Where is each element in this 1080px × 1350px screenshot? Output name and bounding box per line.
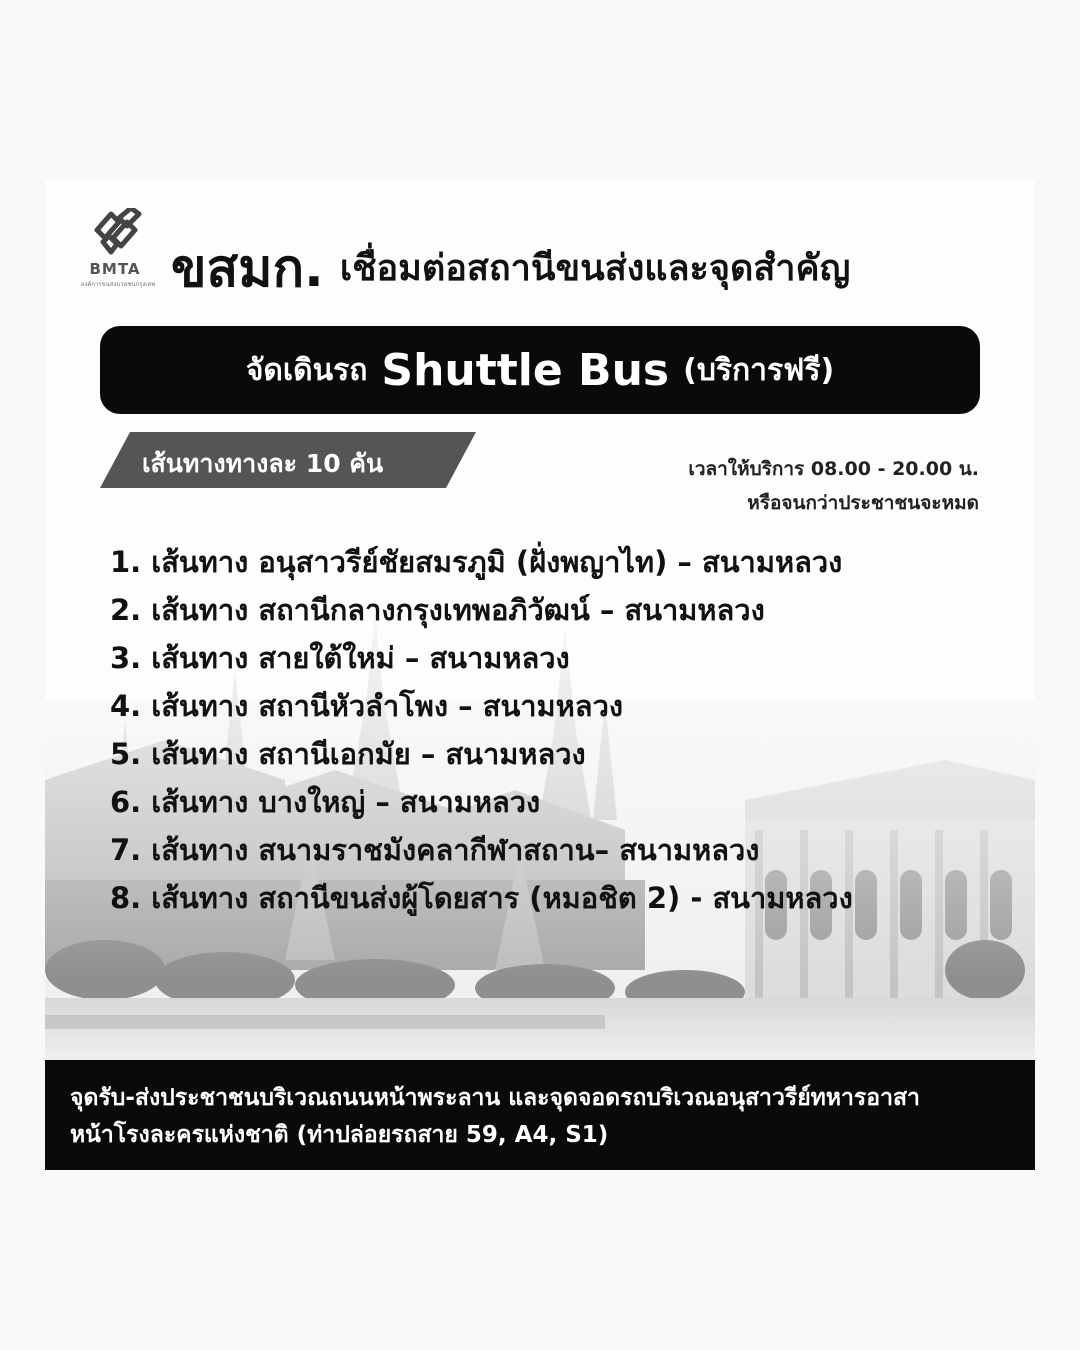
- headline: [171, 226, 850, 309]
- header-row: [75, 206, 1005, 299]
- route-item: 8. เส้นทาง สถานีขนส่งผู้โดยสาร (หมอชิต 2) - สนามหลวง: [110, 881, 853, 915]
- banner-main-title: Shuttle Bus: [381, 344, 670, 396]
- bmta-logo: [75, 206, 175, 291]
- route-item: 5. เส้นทาง สถานีเอกมัย – สนามหลวง: [110, 737, 586, 771]
- route-item: 6. เส้นทาง บางใหญ่ – สนามหลวง: [110, 785, 541, 819]
- route-count-tag: [100, 432, 476, 488]
- logo-text: BMTA: [89, 260, 141, 278]
- pickup-info-footer: [45, 1060, 1035, 1170]
- shuttle-bus-banner: [100, 326, 980, 414]
- poster-card: [45, 180, 1035, 1170]
- banner-prefix: จัดเดินรถ: [245, 352, 368, 388]
- route-count-text: เส้นทางทางละ 10 คัน: [142, 449, 384, 478]
- route-item: 4. เส้นทาง สถานีหัวลำโพง – สนามหลวง: [110, 689, 624, 723]
- logo-subtext: องค์การขนส่งมวลชนกรุงเทพ: [80, 281, 156, 288]
- route-item: 3. เส้นทาง สายใต้ใหม่ – สนามหลวง: [110, 641, 570, 675]
- bmta-emblem-icon: [89, 208, 149, 260]
- banner-suffix: (บริการฟรี): [683, 352, 835, 388]
- headline-org: ขสมก.: [171, 239, 324, 299]
- route-list: [110, 538, 1010, 922]
- headline-title: เชื่อมต่อสถานีขนส่งและจุดสำคัญ: [339, 248, 851, 289]
- route-item: 2. เส้นทาง สถานีกลางกรุงเทพอภิวัฒน์ – สนามหลวง: [110, 593, 765, 627]
- route-item: 7. เส้นทาง สนามราชมังคลากีฬาสถาน– สนามหลวง: [110, 833, 760, 867]
- route-item: 1. เส้นทาง อนุสาวรีย์ชัยสมรภูมิ (ฝั่งพญาไท) – สนามหลวง: [110, 545, 843, 579]
- service-note: หรือจนกว่าประชาชนจะหมด: [747, 492, 979, 514]
- footer-line-2: หน้าโรงละครแห่งชาติ (ท่าปล่อยรถสาย 59, A4, S1): [70, 1122, 609, 1148]
- service-hours: เวลาให้บริการ 08.00 - 20.00 น.: [688, 458, 979, 480]
- footer-line-1: จุดรับ-ส่งประชาชนบริเวณถนนหน้าพระลาน และจุดจอดรถบริเวณอนุสาวรีย์ทหารอาสา: [70, 1085, 920, 1111]
- service-time: [688, 452, 979, 520]
